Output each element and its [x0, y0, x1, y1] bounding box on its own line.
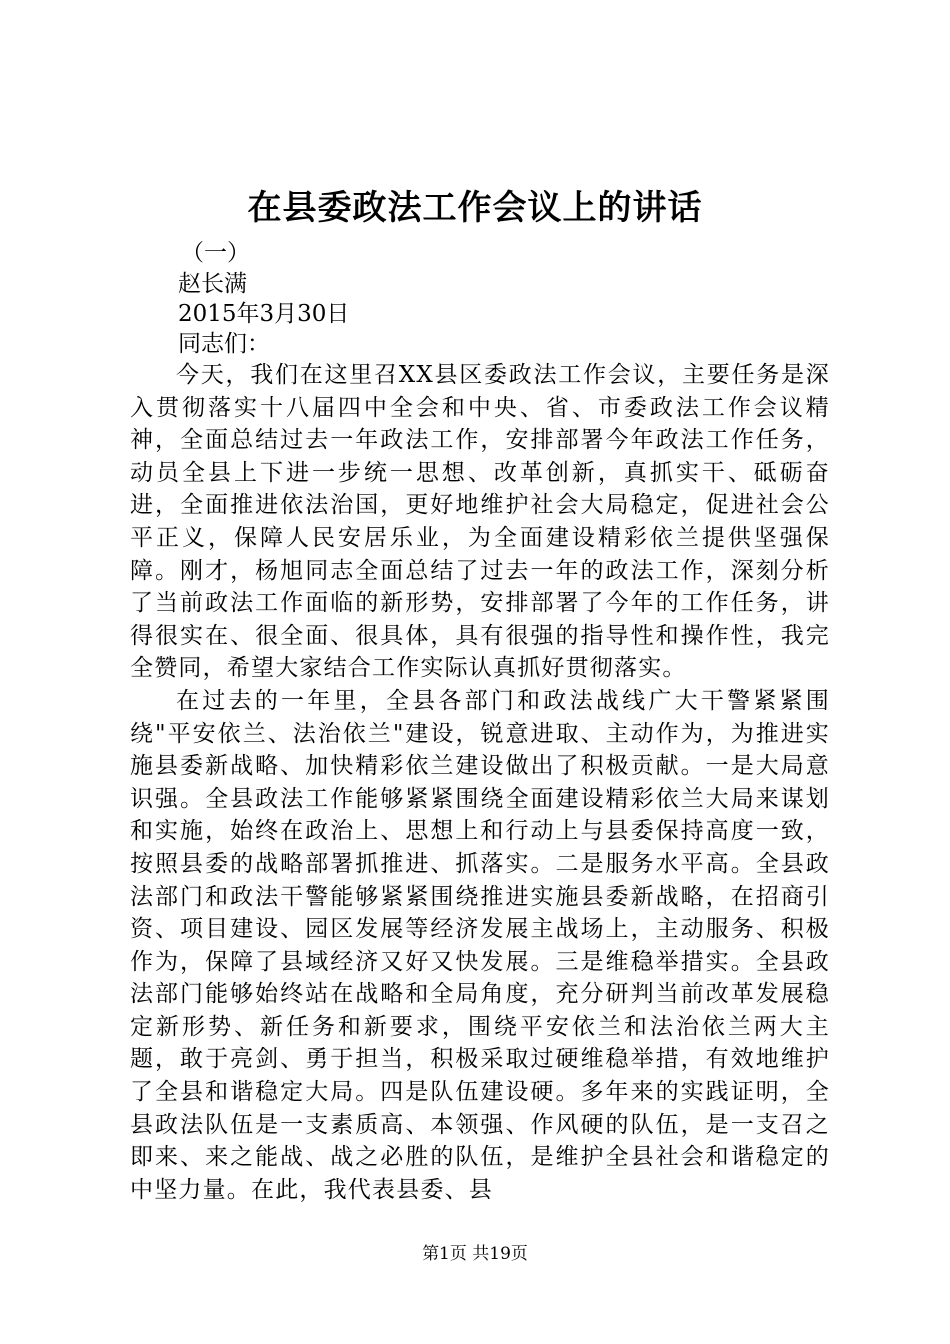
page-footer: 第1页 共19页 — [422, 1244, 528, 1264]
document-title: 在县委政法工作会议上的讲话 — [247, 188, 703, 228]
body-paragraph: 在过去的一年里，全县各部门和政法战线广大干警紧紧围绕"平安依兰、法治依兰"建设，锐意进取、主动作为，为推进实施县委新战略、加快精彩依兰建设做出了积极贡献。一是大局意识强。全县政法工作能够紧紧围绕全面建设精彩依兰大局来谋划和实施，始终在政治上、思想上和行动上与县委保持高度一致，按照县委的战略部署抓推进、抓落实。二是服务水平高。全县政法部门和政法干警能够紧紧围绕推进实施县委新战略，在招商引资、项目建设、园区发展等经济发展主战场上，主动服务、积极作为，保障了县域经济又好又快发展。三是维稳举措实。全县政法部门能够始终站在战略和全局角度，充分研判当前改革发展稳定新形势、新任务和新要求，围绕平安依兰和法治依兰两大主题，敢于亮剑、勇于担当，积极采取过硬维稳举措，有效地维护了全县和谐稳定大局。四是队伍建设硬。多年来的实践证明，全县政法队伍是一支素质高、本领强、作风硬的队伍，是一支召之即来、来之能战、战之必胜的队伍，是维护全县社会和谐稳定的中坚力量。在此，我代表县委、县 — [130, 687, 830, 1203]
author-name: 赵长满 — [178, 271, 247, 297]
body-text — [130, 359, 830, 1206]
body-paragraph: 今天，我们在这里召XX县区委政法工作会议，主要任务是深入贯彻落实十八届四中全会和中央、省、市委政法工作会议精神，全面总结过去一年政法工作，安排部署今年政法工作任务，动员全县上下进一步统一思想、改革创新，真抓实干、砥砺奋进，全面推进依法治国，更好地维护社会大局稳定，促进社会公平正义，保障人民安居乐业，为全面建设精彩依兰提供坚强保障。刚才，杨旭同志全面总结了过去一年的政法工作，深刻分析了当前政法工作面临的新形势，安排部署了今年的工作任务，讲得很实在、很全面、很具体，具有很强的指导性和操作性，我完全赞同，希望大家结合工作实际认真抓好贯彻落实。 — [130, 362, 830, 682]
salutation: 同志们： — [178, 331, 270, 357]
speech-date: 2015年3月30日 — [178, 301, 350, 327]
document-subtitle: （一） — [181, 240, 250, 266]
